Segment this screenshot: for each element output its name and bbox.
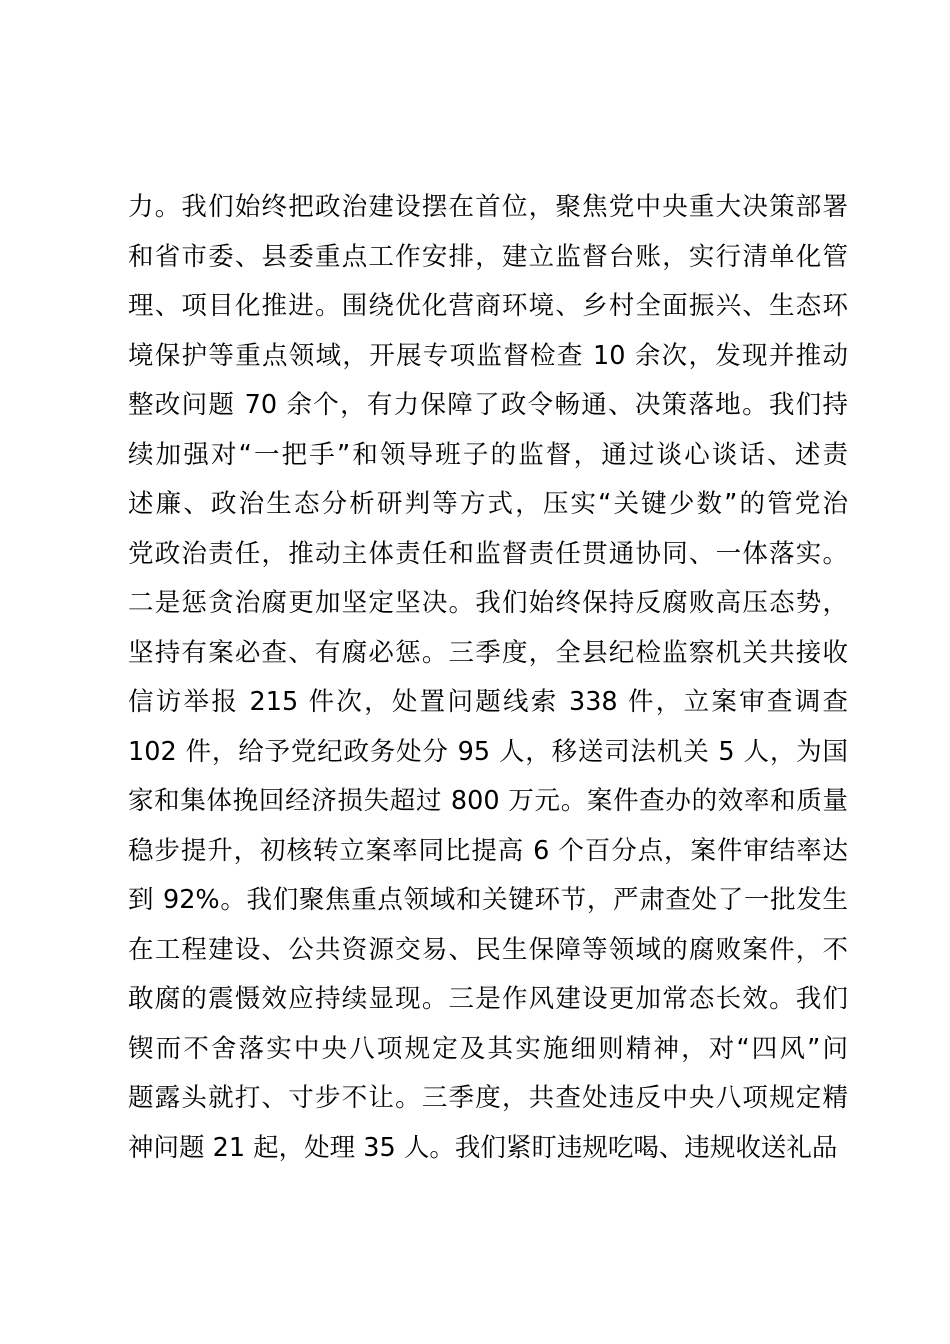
- text-line: 述廉、政治生态分析研判等方式，压实“关键少数”的管党治: [128, 489, 848, 519]
- text-line: 境保护等重点领域，开展专项监督检查 10 余次，发现并推动: [128, 340, 848, 371]
- text-line: 在工程建设、公共资源交易、民生保障等领域的腐败案件，不: [128, 934, 848, 965]
- text-line: 锲而不舍落实中央八项规定及其实施细则精神，对“四风”问: [128, 1033, 848, 1064]
- text-line: 和省市委、县委重点工作安排，建立监督台账，实行清单化管: [128, 241, 848, 272]
- text-line: 神问题 21 起，处理 35 人。我们紧盯违规吃喝、违规收送礼品: [128, 1132, 838, 1163]
- text-line: 力。我们始终把政治建设摆在首位，聚焦党中央重大决策部署: [128, 192, 848, 222]
- text-line: 续加强对“一把手”和领导班子的监督，通过谈心谈话、述责: [128, 439, 848, 470]
- text-line: 敢腐的震慑效应持续显现。三是作风建设更加常态长效。我们: [128, 984, 848, 1014]
- text-line: 理、项目化推进。围绕优化营商环境、乡村全面振兴、生态环: [128, 291, 848, 321]
- text-line: 二是惩贪治腐更加坚定坚决。我们始终保持反腐败高压态势，: [128, 588, 848, 618]
- body-paragraph: [128, 183, 848, 1173]
- text-line: 102 件，给予党纪政务处分 95 人，移送司法机关 5 人，为国: [128, 736, 848, 767]
- text-line: 信访举报 215 件次，处置问题线索 338 件，立案审查调查: [128, 687, 848, 717]
- text-line: 题露头就打、寸步不让。三季度，共查处违反中央八项规定精: [128, 1083, 848, 1113]
- text-line: 坚持有案必查、有腐必惩。三季度，全县纪检监察机关共接收: [128, 637, 848, 668]
- text-line: 党政治责任，推动主体责任和监督责任贯通协同、一体落实。: [128, 538, 848, 569]
- text-line: 到 92%。我们聚焦重点领域和关键环节，严肃查处了一批发生: [128, 885, 848, 915]
- text-line: 稳步提升，初核转立案率同比提高 6 个百分点，案件审结率达: [128, 835, 848, 866]
- text-line: 家和集体挽回经济损失超过 800 万元。案件查办的效率和质量: [128, 786, 848, 816]
- text-line: 整改问题 70 余个，有力保障了政令畅通、决策落地。我们持: [128, 390, 848, 420]
